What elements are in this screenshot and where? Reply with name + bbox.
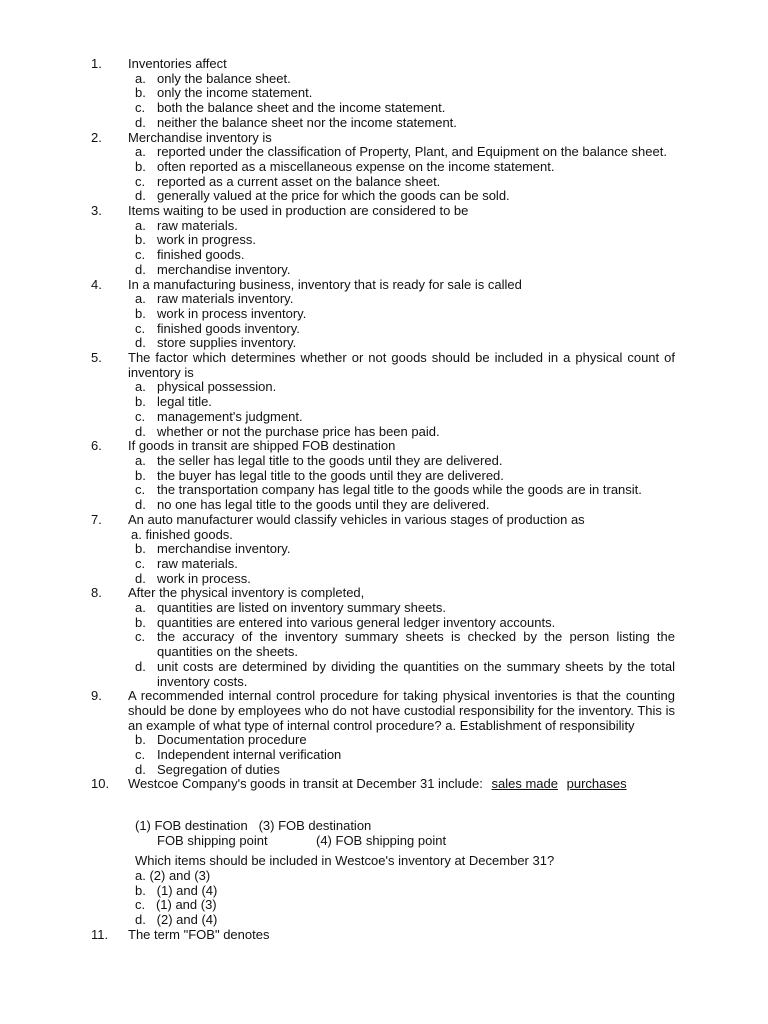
option-text: the transportation company has legal title to the goods while the goods are in transit.	[157, 482, 642, 498]
option-d	[0, 498, 768, 513]
option-text: reported under the classification of Property, Plant, and Equipment on the balance sheet.	[157, 144, 667, 160]
option-d	[0, 763, 768, 778]
option-letter: a.	[135, 600, 146, 616]
option-letter: c.	[135, 173, 146, 189]
option-text: legal title.	[157, 394, 212, 410]
question-text: In a manufacturing business, inventory that is ready for sale is called	[128, 276, 522, 292]
question-11	[0, 928, 768, 943]
option-c	[0, 248, 768, 263]
option-letter: d.	[135, 761, 146, 777]
option-b	[0, 616, 768, 631]
question-number: 6.	[91, 438, 102, 454]
option-text: merchandise inventory.	[157, 541, 291, 557]
option-text: store supplies inventory.	[157, 335, 297, 351]
option-text: raw materials.	[157, 217, 238, 233]
option-text: neither the balance sheet nor the income statement.	[157, 114, 457, 130]
option-text: raw materials.	[157, 555, 238, 571]
option-a	[0, 219, 768, 234]
option-letter: c.	[135, 629, 146, 645]
question-9	[0, 689, 768, 777]
option-c	[0, 630, 768, 659]
option-letter: a.	[135, 379, 146, 395]
option-c	[0, 557, 768, 572]
option-letter: b.	[135, 85, 146, 101]
option-c: c. (1) and (3)	[135, 897, 217, 913]
option-text: generally valued at the price for which the goods can be sold.	[157, 188, 510, 204]
option-text: only the income statement.	[157, 85, 313, 101]
option-text: both the balance sheet and the income statement.	[157, 100, 446, 116]
question-text: Merchandise inventory is	[128, 129, 272, 145]
option-a	[0, 380, 768, 395]
option-text: finished goods.	[157, 247, 245, 263]
row-1-col-2: (3) FOB destination	[258, 817, 372, 833]
option-a	[0, 601, 768, 616]
question-text: An auto manufacturer would classify vehicles in various stages of production as	[128, 511, 585, 527]
option-text: Segregation of duties	[157, 761, 280, 777]
row-1-col-1: (1) FOB destination	[135, 817, 248, 833]
option-letter: b.	[135, 541, 146, 557]
option-text: no one has legal title to the goods until they are delivered.	[157, 497, 490, 513]
question-number: 8.	[91, 585, 102, 601]
option-text: quantities are listed on inventory summary sheets.	[157, 600, 447, 616]
question-8	[0, 586, 768, 689]
question-number: 2.	[91, 129, 102, 145]
option-d	[0, 660, 768, 689]
option-b	[0, 307, 768, 322]
option-b	[0, 233, 768, 248]
question-text: The term "FOB" denotes	[128, 926, 270, 942]
option-letter: d.	[135, 114, 146, 130]
option-c	[0, 175, 768, 190]
option-letter: d.	[135, 497, 146, 513]
option-letter: b.	[135, 394, 146, 410]
question-10-prompt: Which items should be included in Westcoe's inventory at December 31?	[135, 853, 555, 869]
question-text: A recommended internal control procedure for taking physical inventories is that the counting should be done by employees who do not have custodial responsibility for the inventory. This is an example of what type of internal control procedure? a. Establishment of responsibility	[128, 688, 675, 733]
option-text: raw materials inventory.	[157, 291, 294, 307]
question-3	[0, 204, 768, 278]
question-text: Inventories affect	[128, 56, 227, 71]
option-text: finished goods inventory.	[157, 320, 300, 336]
option-a	[0, 292, 768, 307]
option-letter: b.	[135, 232, 146, 248]
question-number: 11.	[91, 926, 109, 942]
option-c	[0, 483, 768, 498]
option-letter: b.	[135, 467, 146, 483]
option-a: a. finished goods.	[131, 526, 233, 542]
option-a	[0, 145, 768, 160]
option-letter: b.	[135, 732, 146, 748]
question-text: After the physical inventory is completed,	[128, 585, 365, 601]
column-header-sales: sales made	[491, 776, 558, 792]
option-c	[0, 322, 768, 337]
option-text: quantities are entered into various general ledger inventory accounts.	[157, 614, 556, 630]
question-6	[0, 439, 768, 513]
option-letter: d.	[135, 261, 146, 277]
question-number: 3.	[91, 203, 102, 219]
option-letter: a.	[135, 291, 146, 307]
option-text: work in process.	[157, 570, 251, 586]
option-text: the buyer has legal title to the goods until they are delivered.	[157, 467, 504, 483]
option-a	[0, 72, 768, 87]
option-text: whether or not the purchase price has been paid.	[157, 423, 440, 439]
option-d	[0, 336, 768, 351]
row-2-col-1: FOB shipping point	[157, 832, 268, 848]
question-text: The factor which determines whether or not goods should be included in a physical count of inventory is	[128, 350, 675, 380]
option-letter: b.	[135, 158, 146, 174]
option-d	[0, 572, 768, 587]
question-text: Westcoe Company's goods in transit at December 31 include:	[128, 776, 483, 792]
option-text: work in process inventory.	[157, 305, 307, 321]
question-number: 9.	[91, 688, 102, 704]
option-a	[0, 454, 768, 469]
option-letter: d.	[135, 570, 146, 586]
option-letter: d.	[135, 658, 146, 674]
question-7	[0, 513, 768, 587]
option-c	[0, 410, 768, 425]
option-text: only the balance sheet.	[157, 70, 291, 86]
option-text: management's judgment.	[157, 408, 303, 424]
question-list	[0, 57, 768, 777]
option-letter: a.	[135, 452, 146, 468]
option-d	[0, 189, 768, 204]
option-letter: c.	[135, 408, 146, 424]
option-d: d. (2) and (4)	[135, 912, 218, 928]
question-5	[0, 351, 768, 439]
question-number: 10.	[91, 776, 110, 792]
option-text: physical possession.	[157, 379, 277, 395]
option-letter: c.	[135, 747, 146, 763]
question-number: 1.	[91, 56, 102, 71]
option-letter: c.	[135, 320, 146, 336]
question-text: Items waiting to be used in production are considered to be	[128, 203, 469, 219]
option-d	[0, 425, 768, 440]
option-letter: d.	[135, 335, 146, 351]
row-2-col-2: (4) FOB shipping point	[316, 832, 447, 848]
question-number: 5.	[91, 350, 102, 366]
option-text: Independent internal verification	[157, 747, 342, 763]
option-text: Documentation procedure	[157, 732, 307, 748]
question-number: 4.	[91, 276, 102, 292]
question-text: If goods in transit are shipped FOB destination	[128, 438, 396, 454]
option-b: b. (1) and (4)	[135, 882, 218, 898]
option-d	[0, 116, 768, 131]
option-letter: b.	[135, 614, 146, 630]
option-letter: c.	[135, 555, 146, 571]
option-text: the accuracy of the inventory summary sheets is checked by the person listing the quantities on the sheets.	[157, 629, 675, 660]
option-c	[0, 748, 768, 763]
option-text: reported as a current asset on the balance sheet.	[157, 173, 441, 189]
option-c	[0, 101, 768, 116]
option-b	[0, 469, 768, 484]
option-letter: d.	[135, 423, 146, 439]
option-a: a. (2) and (3)	[135, 867, 211, 883]
option-text: unit costs are determined by dividing the quantities on the summary sheets by the total inventory costs.	[157, 658, 675, 689]
question-10	[0, 777, 768, 927]
option-text: the seller has legal title to the goods until they are delivered.	[157, 452, 503, 468]
option-b	[0, 160, 768, 175]
option-d	[0, 263, 768, 278]
option-b	[0, 86, 768, 101]
option-b	[0, 542, 768, 557]
question-1	[0, 57, 768, 131]
option-text: often reported as a miscellaneous expense on the income statement.	[157, 158, 555, 174]
option-b	[0, 733, 768, 748]
quiz-document	[0, 57, 768, 942]
question-number: 7.	[91, 511, 102, 527]
option-text: work in progress.	[157, 232, 256, 248]
option-letter: c.	[135, 482, 146, 498]
option-b	[0, 395, 768, 410]
option-letter: c.	[135, 100, 146, 116]
option-letter: d.	[135, 188, 146, 204]
option-letter: a.	[135, 70, 146, 86]
option-text: merchandise inventory.	[157, 261, 291, 277]
option-letter: c.	[135, 247, 146, 263]
option-letter: a.	[135, 217, 146, 233]
question-2	[0, 131, 768, 205]
option-letter: a.	[135, 144, 146, 160]
column-header-purchases: purchases	[566, 776, 627, 792]
option-letter: b.	[135, 305, 146, 321]
question-4	[0, 278, 768, 352]
